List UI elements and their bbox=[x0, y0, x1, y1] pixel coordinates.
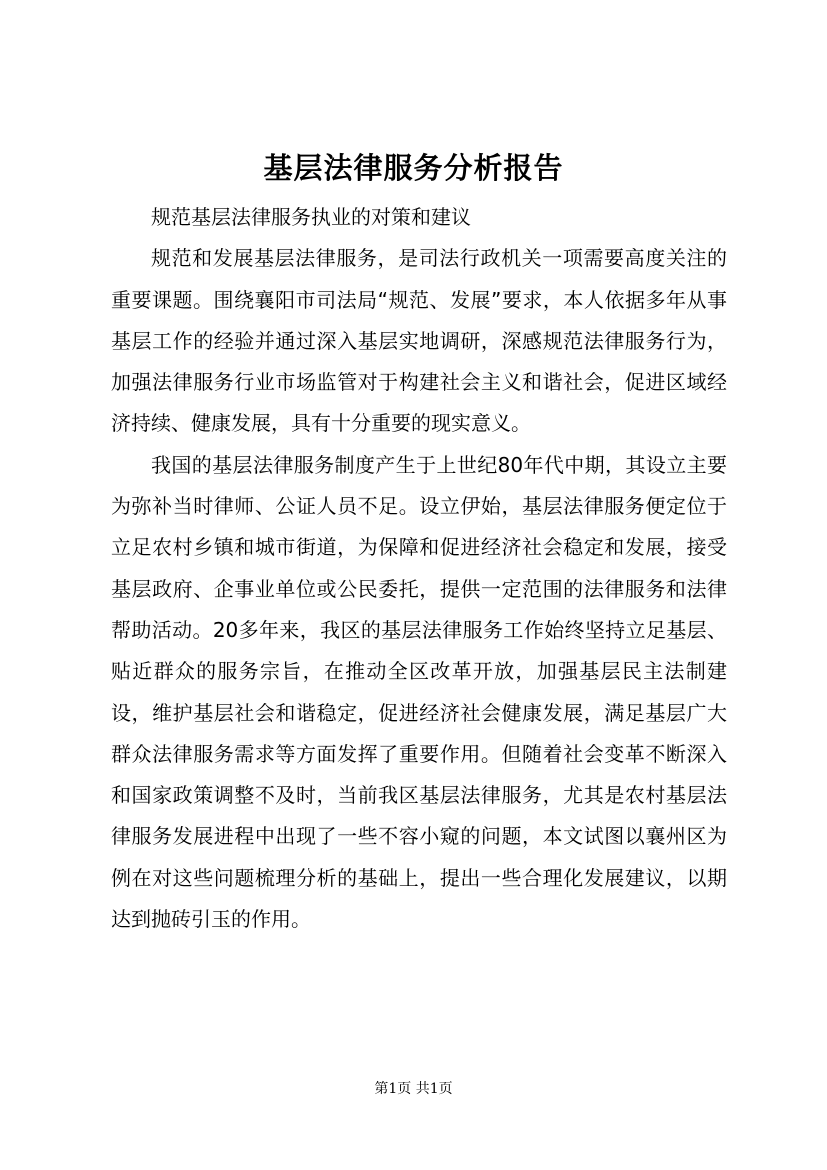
body-paragraph-1: 规范和发展基层法律服务，是司法行政机关一项需要高度关注的重要课题。围绕襄阳市司法局“规范、发展”要求，本人依据多年从事基层工作的经验并通过深入基层实地调研，深感规范法律服务行为，加强法律服务行业市场监管对于构建社会主义和谐社会，促进区域经济持续、健康发展，具有十分重要的现实意义。 bbox=[111, 246, 727, 436]
document-body bbox=[111, 197, 727, 940]
subtitle-paragraph: 规范基层法律服务执业的对策和建议 bbox=[151, 205, 471, 229]
body-paragraph-2: 我国的基层法律服务制度产生于上世纪80年代中期，其设立主要为弥补当时律师、公证人员不足。设立伊始，基层法律服务便定位于立足农村乡镇和城市街道，为保障和促进经济社会稳定和发展，接受基层政府、企事业单位或公民委托，提供一定范围的法律服务和法律帮助活动。20多年来，我区的基层法律服务工作始终坚持立足基层、贴近群众的服务宗旨，在推动全区改革开放，加强基层民主法制建设，维护基层社会和谐稳定，促进经济社会健康发展，满足基层广大群众法律服务需求等方面发挥了重要作用。但随着社会变革不断深入和国家政策调整不及时，当前我区基层法律服务，尤其是农村基层法律服务发展进程中出现了一些不容小窥的问题，本文试图以襄州区为例在对这些问题梳理分析的基础上，提出一些合理化发展建议，以期达到抛砖引玉的作用。 bbox=[111, 452, 727, 932]
page-footer: 第1页 共1页 bbox=[374, 1081, 453, 1097]
document-title: 基层法律服务分析报告 bbox=[263, 151, 564, 185]
